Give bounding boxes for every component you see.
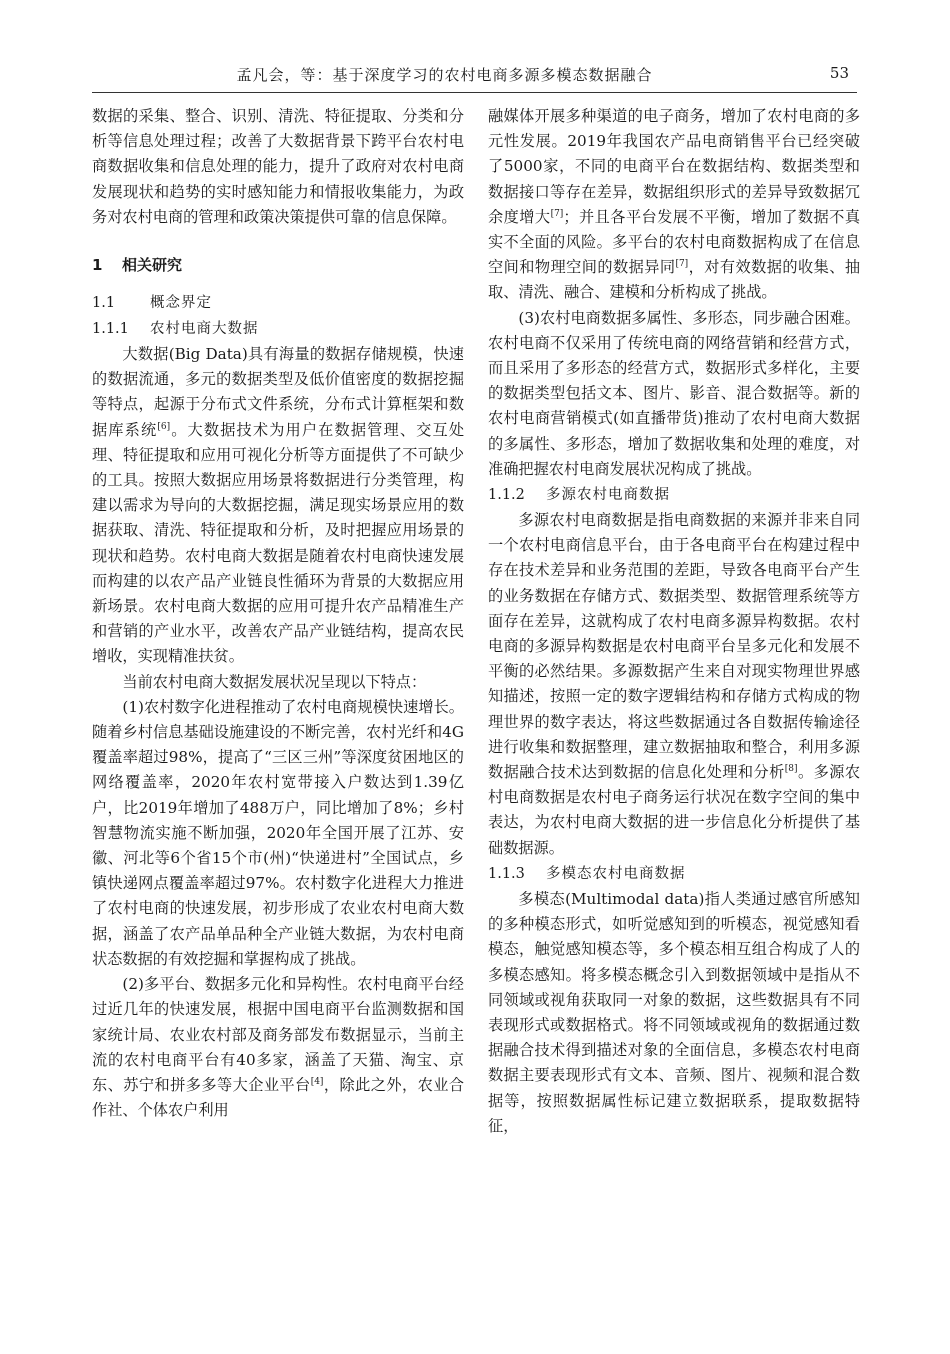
section-title: 多源农村电商数据 bbox=[546, 487, 670, 504]
paragraph-text: 。多源农村电商数据是农村电子商务运行状况在数字空间的集中表达，为农村电商大数据的进一步信息化分析提供了基础数据源。 bbox=[488, 763, 861, 857]
citation[interactable]: [7] bbox=[675, 259, 689, 270]
paragraph-text: ；并且各平台发展不平衡，增加了数据不真实不全面的风险。多平台的农村电商数据构成了在信息空间和物理空间的数据异同 bbox=[488, 207, 861, 277]
paragraph: 数据的采集、整合、识别、清洗、特征提取、分类和分析等信息处理过程；改善了大数据背景下跨平台农村电商数据收集和信息处理的能力，提升了政府对农村电商发展现状和趋势的实时感知能力和情报收集能力，为政务对农村电商的管理和政策决策提供可靠的信息保障。 bbox=[92, 107, 464, 226]
section-title: 多模态农村电商数据 bbox=[546, 865, 686, 882]
paragraph: 多模态(Multimodal data)指人类通过感官所感知的多种模态形式，如听觉感知到的听模态，视觉感知看模态，触觉感知模态等，多个模态相互组合构成了人的多模态感知。将多模态概念引入到数据领域中是指从不同领域或视角获取同一对象的数据，这些数据具有不同表现形式或数据格式。将不同领域或视角的数据通过数据融合技术得到描述对象的全面信息，多模态农村电商数据主要表现形式有文本、音频、图片、视频和混合数据等，按照数据属性标记建立数据联系，提取数据特征， bbox=[488, 889, 860, 1135]
subsection-heading-1-1-1 bbox=[92, 316, 464, 342]
section-number: 1 bbox=[92, 256, 103, 275]
paragraph: (1)农村数字化进程推动了农村电商规模快速增长。随着乡村信息基础设施建设的不断完善，农村光纤和4G覆盖率超过98%，提高了“三区三州”等深度贫困地区的网络覆盖率，2020年农村宽带接入户数达到1.39亿户，比2019年增加了488万户，同比增加了8%；乡村智慧物流实施不断加强，2020年全国开展了江苏、安徽、河北等6个省15个市(州)“快递进村”全国试点，乡镇快递网点覆盖率超过97%。农村数字化进程大力推进了农村电商的快速发展，初步形成了农业农村电商大数据，涵盖了农产品单品种全产业链大数据，为农村电商状态数据的有效挖掘和掌握构成了挑战。 bbox=[92, 697, 464, 968]
paragraph-text: 融媒体开展多种渠道的电子商务，增加了农村电商的多元性发展。2019年我国农产品电商销售平台已经突破了5000家，不同的电商平台在数据结构、数据类型和数据接口等存在差异，数据组织形式的差异导致数据冗余度增大 bbox=[488, 107, 860, 226]
paragraph: 当前农村电商大数据发展状况呈现以下特点： bbox=[122, 672, 427, 691]
subsection-heading-1-1-2 bbox=[488, 482, 860, 508]
citation[interactable]: [8] bbox=[784, 764, 798, 775]
section-title: 农村电商大数据 bbox=[150, 321, 259, 338]
paragraph-text: 大数据(Big Data)具有海量的数据存储规模，快速的数据流通，多元的数据类型及低价值密度的数据挖掘等特点，起源于分布式文件系统，分布式计算框架和数据库系统 bbox=[92, 345, 464, 439]
section-title: 相关研究 bbox=[122, 256, 183, 275]
section-title: 概念界定 bbox=[150, 295, 212, 312]
left-column bbox=[92, 104, 464, 1123]
citation[interactable]: [7] bbox=[550, 208, 564, 219]
running-header bbox=[92, 60, 857, 93]
paragraph-text: ，对有效数据的收集、抽取、清洗、融合、建模和分析构成了挑战。 bbox=[488, 258, 861, 302]
paragraph bbox=[488, 508, 860, 861]
running-title: 孟凡会，等：基于深度学习的农村电商多源多模态数据融合 bbox=[236, 66, 653, 84]
section-number: 1.1.1 bbox=[92, 321, 129, 338]
right-column bbox=[488, 104, 860, 1139]
paragraph-text: ，除此之外，农业合作社、个体农户利用 bbox=[92, 1075, 465, 1120]
paragraph bbox=[488, 104, 860, 306]
paragraph-text: 。大数据技术为用户在数据管理、交互处理、特征提取和应用可视化分析等方面提供了不可缺少的工具。按照大数据应用场景将数据进行分类管理，构建以需求为导向的大数据挖掘，满足现实场景应用的数据获取、清洗、特征提取和分析，及时把握应用场景的现状和趋势。农村电商大数据是随着农村电商快速发展而构建的以农产品产业链良性循环为背景的大数据应用新场景。农村电商大数据的应用可提升农产品精准生产和营销的产业水平，改善农产品产业链结构，提高农民增收，实现精准扶贫。 bbox=[92, 420, 465, 666]
paragraph-text: 多源农村电商数据是指电商数据的来源并非来自同一个农村电商信息平台，由于各电商平台在构建过程中存在技术差异和业务范围的差距，导致各电商平台产生的业务数据在存储方式、数据类型、数据管理系统等方面存在差异，这就构成了农村电商多源异构数据。农村电商的多源异构数据是农村电商平台呈多元化和发展不平衡的必然结果。多源数据产生来自对现实物理世界感知描述，按照一定的数字逻辑结构和存储方式构成的物理世界的数字表达，将这些数据通过各自数据传输途径进行收集和数据整理，建立数据抽取和整合，利用多源数据融合技术达到数据的信息化处理和分析 bbox=[488, 511, 860, 782]
section-number: 1.1.3 bbox=[488, 865, 525, 882]
page-number: 53 bbox=[829, 64, 849, 82]
paragraph bbox=[92, 972, 464, 1123]
section-heading-1 bbox=[92, 252, 464, 278]
subsection-heading-1-1 bbox=[92, 290, 464, 316]
subsection-heading-1-1-3 bbox=[488, 861, 860, 887]
paragraph: (3)农村电商数据多属性、多形态，同步融合困难。农村电商不仅采用了传统电商的网络营销和经营方式，而且采用了多形态的经营方式，数据形式多样化，主要的数据类型包括文本、图片、影音、混合数据等。新的农村电商营销模式(如直播带货)推动了农村电商大数据的多属性、多形态，增加了数据收集和处理的难度，对准确把握农村电商发展状况构成了挑战。 bbox=[488, 308, 860, 478]
paragraph-text: (2)多平台、数据多元化和异构性。农村电商平台经过近几年的快速发展，根据中国电商平台监测数据和国家统计局、农业农村部及商务部发布数据显示，当前主流的农村电商平台有40多家，涵盖了天猫、淘宝、京东、苏宁和拼多多等大企业平台 bbox=[92, 975, 464, 1094]
paragraph bbox=[92, 342, 464, 670]
citation[interactable]: [6] bbox=[157, 421, 171, 432]
section-number: 1.1.2 bbox=[488, 487, 525, 504]
section-number: 1.1 bbox=[92, 295, 116, 312]
citation[interactable]: [4] bbox=[310, 1076, 324, 1087]
